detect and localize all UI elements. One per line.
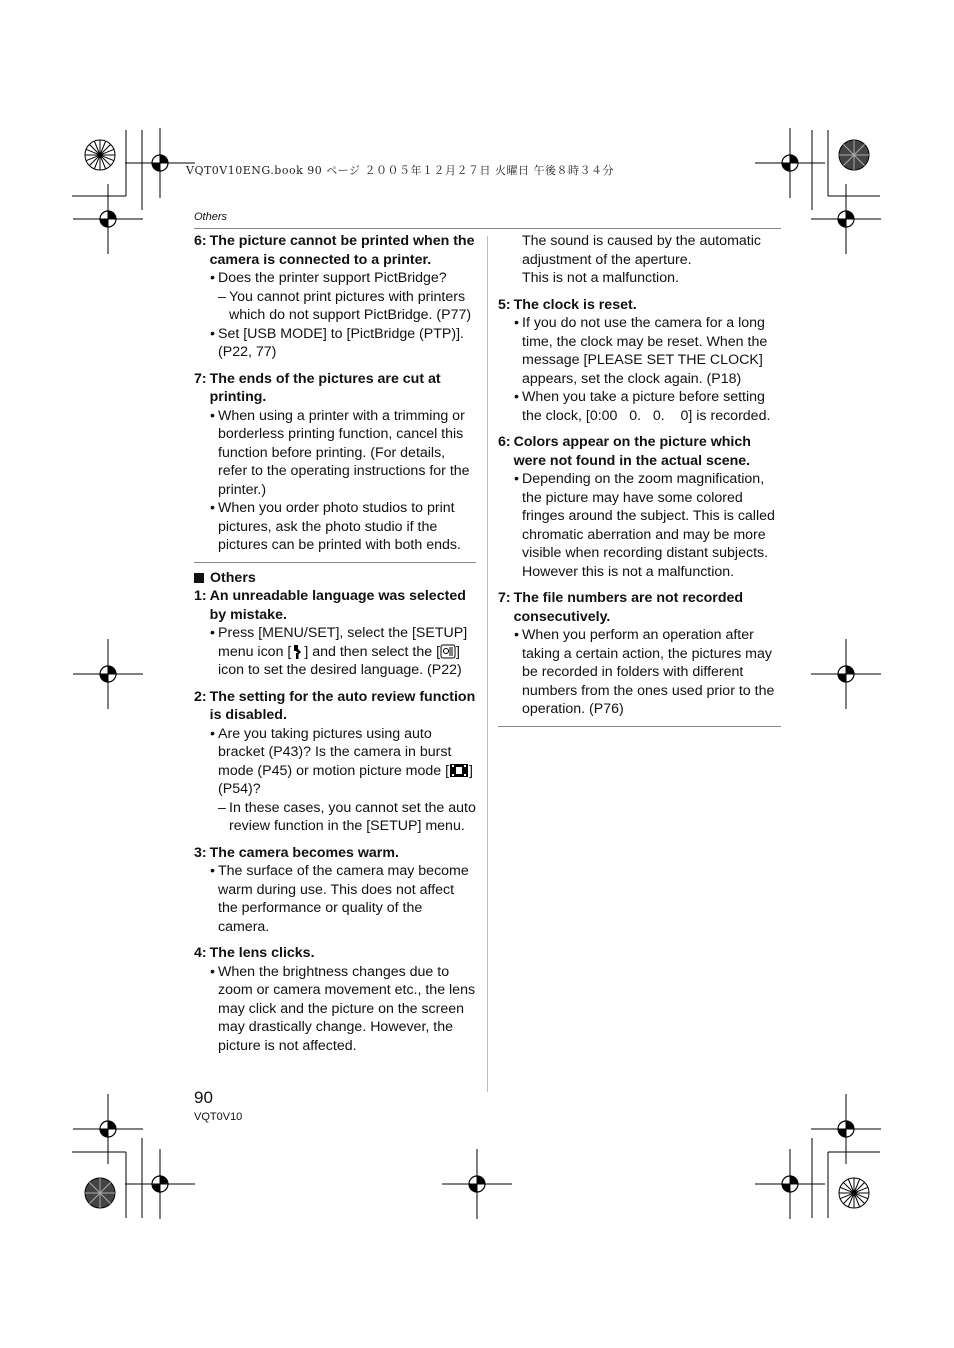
book-info-line: VQT0V10ENG.book 90 ページ ２００５年１２月２７日 火曜日 午後８時３４分 — [186, 164, 614, 177]
header-rule — [194, 228, 781, 229]
list-item: • When you take a picture before setting the clock, [0:00 0. 0. 0] is recorded. — [514, 389, 771, 424]
o6-heading: 6: Colors appear on the picture which were not found in the actual scene. — [498, 434, 751, 469]
o1-heading: 1: An unreadable language was selected by mistake. — [194, 588, 466, 623]
right-column — [498, 232, 781, 727]
o7-heading: 7: The file numbers are not recorded consecutively. — [498, 590, 744, 625]
o5-heading: 5: The clock is reset. — [498, 296, 637, 313]
list-item: • Are you taking pictures using auto bracket (P43)? Is the camera in burst mode (P45) or motion picture mode [ ] (P54)? — [210, 725, 473, 797]
page-number: 90 — [194, 1088, 213, 1107]
column-divider — [487, 236, 488, 1092]
list-item: • Depending on the zoom magnification, the picture may have some colored fringes around the subject. This is called chromatic aberration and may be more visible when recording distant subjects. However this is not a malfunction. — [514, 471, 775, 580]
list-item: • When you order photo studios to print pictures, ask the photo studio if the pictures can be printed with both ends. — [210, 500, 461, 553]
model-code: VQT0V10 — [194, 1111, 243, 1123]
list-subitem: – In these cases, you cannot set the auto review function in the [SETUP] menu. — [218, 799, 476, 834]
section-rule — [194, 562, 476, 563]
list-item: • When using a printer with a trimming or borderless printing function, cancel this function before printing. (For details, refer to the operating instructions for the printer.) — [210, 407, 470, 498]
continued-text: This is not a malfunction. — [522, 270, 679, 286]
others-heading: Others — [194, 569, 476, 588]
o2-heading: 2: The setting for the auto review function is disabled. — [194, 688, 476, 723]
list-item: • If you do not use the camera for a long time, the clock may be reset. When the message [PLEASE SET THE CLOCK] appears, set the clock again. (P18) — [514, 315, 768, 387]
list-item: • The surface of the camera may become warm during use. This does not affect the performance or quality of the camera. — [210, 863, 469, 935]
wrench-icon — [291, 644, 304, 659]
section-rule — [498, 726, 781, 727]
language-icon — [440, 644, 456, 659]
list-item: • When the brightness changes due to zoom or camera movement etc., the lens may click and the picture on the screen may drastically change. However, the picture is not affected. — [210, 963, 476, 1054]
o4-heading: 4: The lens clicks. — [194, 945, 315, 961]
continued-text: The sound is caused by the automatic adjustment of the aperture. — [522, 233, 761, 268]
list-item: • Does the printer support PictBridge? — [210, 270, 447, 286]
q6-heading: 6: The picture cannot be printed when the camera is connected to a printer. — [194, 233, 475, 268]
list-item: • Press [MENU/SET], select the [SETUP] menu icon [ ] and then select the [ ] icon to set the desired language. (P22) — [210, 625, 468, 678]
list-subitem: – You cannot print pictures with printers which do not support PictBridge. (P77) — [218, 288, 472, 323]
left-column — [194, 232, 476, 1055]
list-item: • Set [USB MODE] to [PictBridge (PTP)]. (P22, 77) — [210, 325, 464, 360]
q7-heading: 7: The ends of the pictures are cut at printing. — [194, 370, 441, 405]
section-label: Others — [194, 211, 228, 223]
o3-heading: 3: The camera becomes warm. — [194, 844, 399, 861]
list-item: • When you perform an operation after taking a certain action, the pictures may be recorded in folders with different numbers from the ones used prior to the operation. (P76) — [514, 627, 775, 717]
film-icon — [449, 763, 469, 778]
